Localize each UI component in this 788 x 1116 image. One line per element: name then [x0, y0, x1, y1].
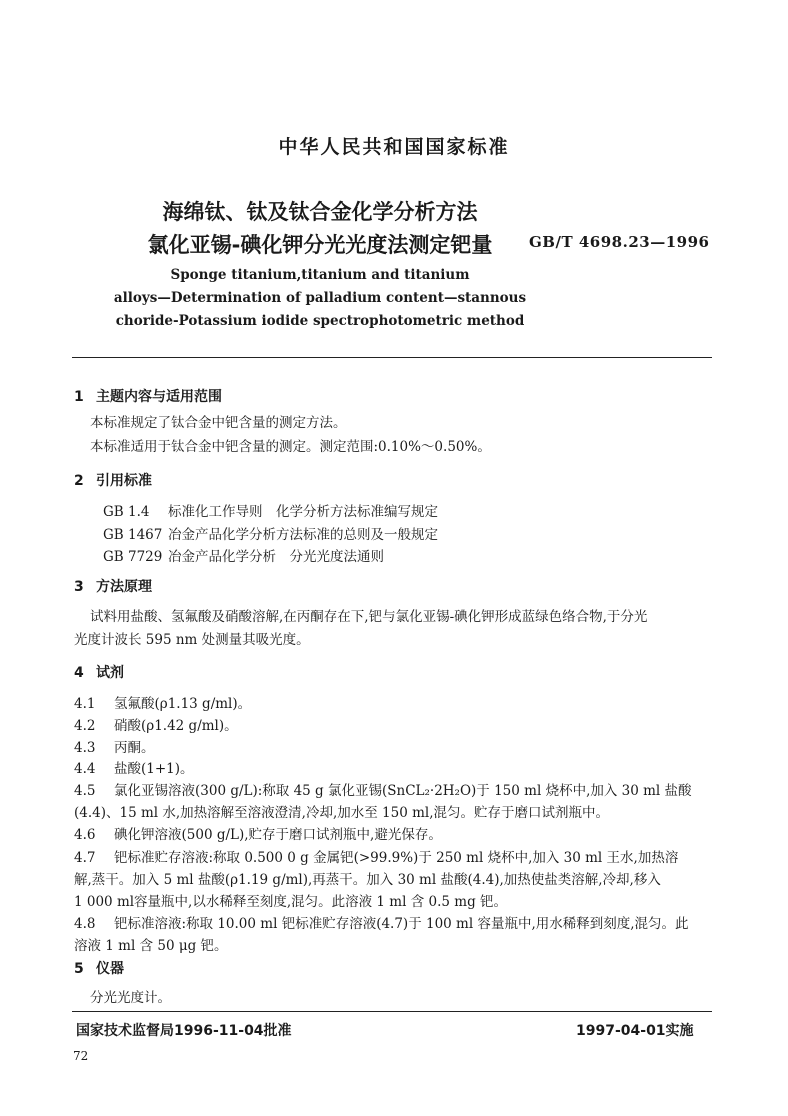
item-continuation: (4.4)、15 ml 水,加热溶解至溶液澄清,冷却,加水至 150 ml,混匀。贮存于磨口试剂瓶中。	[74, 805, 610, 821]
reference-title: 冶金产品化学分析方法标准的总则及一般规定	[168, 527, 438, 543]
reagent-item-4-6	[74, 823, 442, 843]
bottom-divider	[72, 1011, 712, 1012]
standard-number: GB/T 4698.23—1996	[529, 233, 710, 251]
reference-item	[103, 523, 438, 543]
reagent-item-4-7	[74, 846, 678, 866]
section-1-paragraph-2: 本标准适用于钛合金中钯含量的测定。测定范围:0.10%～0.50%。	[90, 439, 491, 455]
section-1-paragraph-1: 本标准规定了钛合金中钯含量的测定方法。	[90, 415, 347, 431]
reference-code: GB 1467	[103, 527, 163, 543]
section-2-heading	[74, 470, 152, 490]
section-title: 方法原理	[96, 579, 152, 595]
title-line-2: 氯化亚锡-碘化钾分光光度法测定钯量	[147, 233, 493, 257]
section-number: 3	[74, 579, 84, 595]
section-5-line-1: 分光光度计。	[90, 990, 171, 1006]
item-text: 碘化钾溶液(500 g/L),贮存于磨口试剂瓶中,避光保存。	[114, 827, 442, 843]
section-title: 试剂	[96, 665, 124, 681]
reference-code: GB 7729	[103, 549, 163, 565]
item-continuation: 溶液 1 ml 含 50 μg 钯。	[74, 938, 228, 954]
reagent-item-4-1	[74, 692, 251, 712]
section-title: 主题内容与适用范围	[96, 389, 222, 405]
item-number: 4.2	[74, 718, 96, 734]
standard-header: 中华人民共和国国家标准	[278, 136, 510, 158]
item-continuation: 解,蒸干。加入 5 ml 盐酸(ρ1.19 g/ml),再蒸干。加入 30 ml 盐酸(4.4),加热使盐类溶解,冷却,移入	[74, 872, 661, 888]
page-number: 72	[73, 1049, 89, 1063]
section-3-line-2: 光度计波长 595 nm 处测量其吸光度。	[74, 632, 310, 648]
section-number: 4	[74, 665, 84, 681]
item-text: 氢氟酸(ρ1.13 g/ml)。	[114, 696, 252, 712]
item-text: 钯标准贮存溶液:称取 0.500 0 g 金属钯(>99.9%)于 250 ml 烧杯中,加入 30 ml 王水,加热溶	[114, 850, 679, 866]
item-number: 4.4	[74, 761, 96, 777]
section-1-heading	[74, 386, 222, 406]
top-divider	[72, 357, 712, 358]
section-3-heading	[74, 576, 152, 596]
item-text: 硝酸(ρ1.42 g/ml)。	[114, 718, 238, 734]
item-continuation: 1 000 ml容量瓶中,以水稀释至刻度,混匀。此溶液 1 ml 含 0.5 mg 钯。	[74, 894, 508, 910]
item-number: 4.8	[74, 916, 96, 932]
section-4-heading	[74, 662, 124, 682]
reagent-item-4-2	[74, 714, 238, 734]
approval-date: 国家技术监督局1996-11-04批准	[76, 1023, 292, 1039]
reference-code: GB 1.4	[103, 504, 150, 520]
english-title-line-1: Sponge titanium,titanium and titanium	[170, 267, 470, 283]
reference-item	[103, 500, 438, 520]
item-number: 4.7	[74, 850, 96, 866]
item-number: 4.3	[74, 740, 96, 756]
reference-title: 冶金产品化学分析 分光光度法通则	[168, 549, 384, 565]
reagent-item-4-5	[74, 779, 692, 799]
section-number: 1	[74, 389, 84, 405]
reagent-item-4-8	[74, 912, 689, 932]
section-5-heading	[74, 958, 124, 978]
section-title: 引用标准	[96, 473, 152, 489]
section-3-line-1: 试料用盐酸、氢氟酸及硝酸溶解,在丙酮存在下,钯与氯化亚锡-碘化钾形成蓝绿色络合物,于分光	[90, 609, 648, 625]
item-number: 4.1	[74, 696, 96, 712]
item-text: 氯化亚锡溶液(300 g/L):称取 45 g 氯化亚锡(SnCL₂·2H₂O)于 150 ml 烧杯中,加入 30 ml 盐酸	[114, 783, 692, 799]
title-line-1: 海绵钛、钛及钛合金化学分析方法	[162, 200, 478, 224]
item-text: 丙酮。	[114, 740, 155, 756]
item-number: 4.6	[74, 827, 96, 843]
english-title-line-3: choride-Potassium iodide spectrophotometric method	[115, 313, 525, 329]
section-title: 仪器	[96, 961, 124, 977]
implementation-date: 1997-04-01实施	[576, 1023, 694, 1039]
section-number: 2	[74, 473, 84, 489]
reference-item	[103, 545, 384, 565]
section-number: 5	[74, 961, 84, 977]
english-title-line-2: alloys—Determination of palladium content—stannous	[113, 290, 527, 306]
reference-title: 标准化工作导则 化学分析方法标准编写规定	[168, 504, 438, 520]
item-text: 盐酸(1+1)。	[114, 761, 194, 777]
reagent-item-4-4	[74, 757, 194, 777]
reagent-item-4-3	[74, 736, 155, 756]
item-number: 4.5	[74, 783, 96, 799]
item-text: 钯标准溶液:称取 10.00 ml 钯标准贮存溶液(4.7)于 100 ml 容量瓶中,用水稀释到刻度,混匀。此	[114, 916, 689, 932]
